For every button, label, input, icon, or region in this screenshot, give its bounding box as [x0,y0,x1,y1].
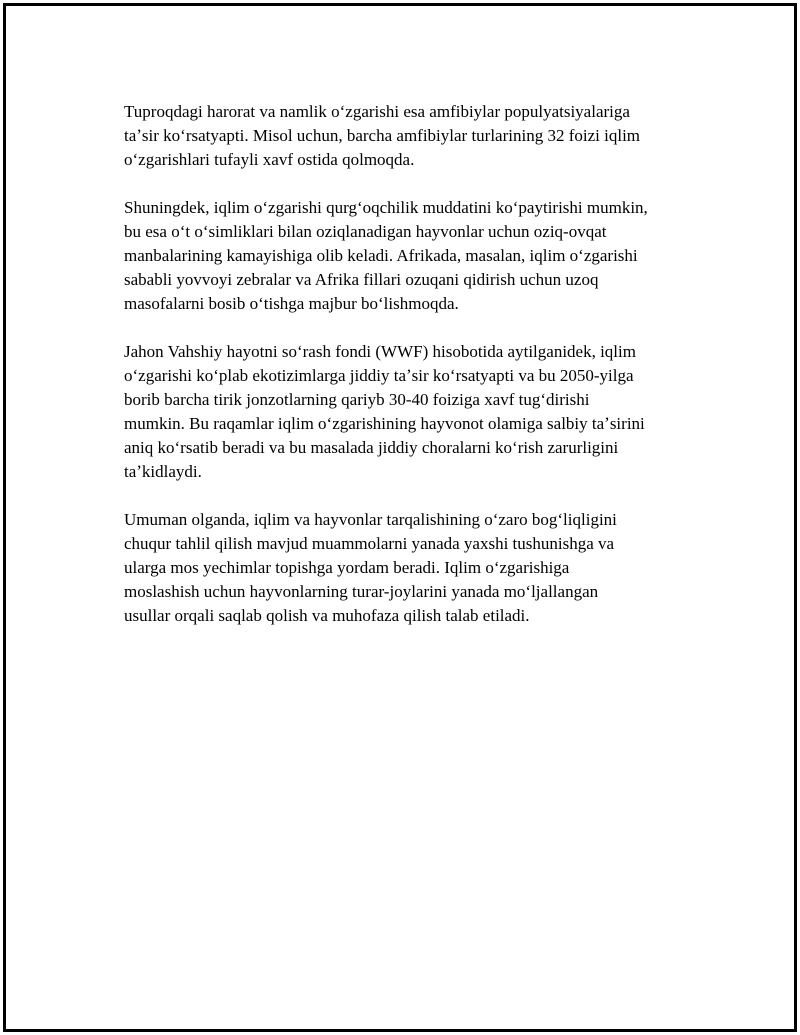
paragraph-amphibians: Tuproqdagi harorat va namlik oʻzgarishi esa amfibiylar populyatsiyalariga taʼsir koʻrsatyapti. Misol uchun, barcha amfibiylar turlarining 32 foizi iqlim oʻzgarishlari tufayli xavf ostida qolmoqda. [124,102,641,169]
paragraph-conclusion: Umuman olganda, iqlim va hayvonlar tarqalishining oʻzaro bogʻliqligini chuqur tahlil qilish mavjud muammolarni yanada yaxshi tushunishga va ularga mos yechimlar topishga yordam beradi. Iqlim oʻzgarishiga moslashish uchun hayvonlarning turar-joylarini yanada moʻljallangan usullar orqali saqlab qolish va muhofaza qilish talab etiladi. [124,510,617,625]
document-body [124,100,704,652]
paragraph-wwf-report: Jahon Vahshiy hayotni soʻrash fondi (WWF) hisobotida aytilganidek, iqlim oʻzgarishi koʻplab ekotizimlarga jiddiy taʼsir koʻrsatyapti va bu 2050-yilga borib barcha tirik jonzotlarning qariyb 30-40 foiziga xavf tugʻdirishi mumkin. Bu raqamlar iqlim oʻzgarishining hayvonot olamiga salbiy taʼsirini aniq koʻrsatib beradi va bu masalada jiddiy choralarni koʻrish zarurligini taʼkidlaydi. [124,342,645,481]
page-frame [3,3,797,1032]
paragraph-drought: Shuningdek, iqlim oʻzgarishi qurgʻoqchilik muddatini koʻpaytirishi mumkin, bu esa oʻt oʻsimliklari bilan oziqlanadigan hayvonlar uchun oziq-ovqat manbalarining kamayishiga olib keladi. Afrikada, masalan, iqlim oʻzgarishi sababli yovvoyi zebralar va Afrika fillari ozuqani qidirish uchun uzoq masofalarni bosib oʻtishga majbur boʻlishmoqda. [124,198,648,313]
